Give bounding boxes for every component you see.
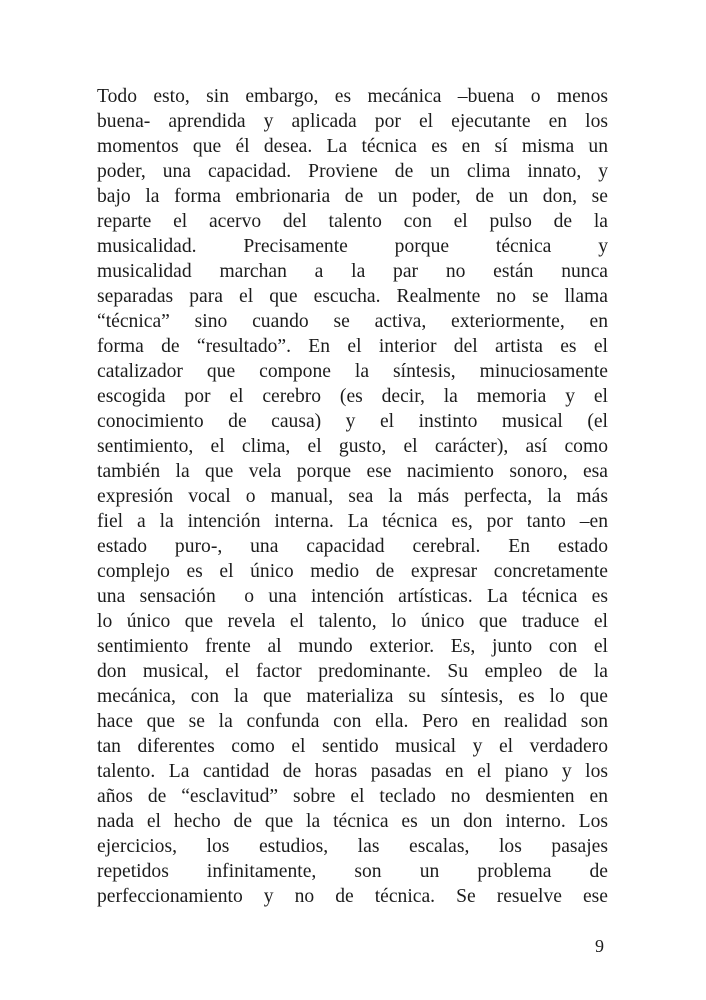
text-line: sentimiento, el clima, el gusto, el carácter), así como <box>97 436 608 457</box>
text-line: conocimiento de causa) y el instinto musical (el <box>97 411 608 432</box>
text-line: también la que vela porque ese nacimiento sonoro, esa <box>97 461 608 482</box>
text-line: perfeccionamiento y no de técnica. Se resuelve ese <box>97 886 608 907</box>
text-line: musicalidad marchan a la par no están nunca <box>97 261 608 282</box>
body-text-block <box>97 84 608 909</box>
text-line: forma de “resultado”. En el interior del artista es el <box>97 336 608 357</box>
page-number: 9 <box>595 936 604 956</box>
text-line: mecánica, con la que materializa su síntesis, es lo que <box>97 686 608 707</box>
text-line: buena- aprendida y aplicada por el ejecutante en los <box>97 111 608 132</box>
text-line: estado puro-, una capacidad cerebral. En estado <box>97 536 608 557</box>
text-line: años de “esclavitud” sobre el teclado no desmienten en <box>97 786 608 807</box>
text-line: nada el hecho de que la técnica es un don interno. Los <box>97 811 608 832</box>
text-line: repetidos infinitamente, son un problema de <box>97 861 608 882</box>
text-line: Todo esto, sin embargo, es mecánica –buena o menos <box>97 86 608 107</box>
text-line: hace que se la confunda con ella. Pero en realidad son <box>97 711 608 732</box>
text-line: reparte el acervo del talento con el pulso de la <box>97 211 608 232</box>
text-line: ejercicios, los estudios, las escalas, los pasajes <box>97 836 608 857</box>
text-line: poder, una capacidad. Proviene de un clima innato, y <box>97 161 608 182</box>
text-line: escogida por el cerebro (es decir, la memoria y el <box>97 386 608 407</box>
text-line: catalizador que compone la síntesis, minuciosamente <box>97 361 608 382</box>
text-line: sentimiento frente al mundo exterior. Es, junto con el <box>97 636 608 657</box>
text-line: don musical, el factor predominante. Su empleo de la <box>97 661 608 682</box>
text-line: momentos que él desea. La técnica es en sí misma un <box>97 136 608 157</box>
text-line: una sensación o una intención artísticas. La técnica es <box>97 586 608 607</box>
text-line: musicalidad. Precisamente porque técnica y <box>97 236 608 257</box>
text-line: tan diferentes como el sentido musical y el verdadero <box>97 736 608 757</box>
text-line: expresión vocal o manual, sea la más perfecta, la más <box>97 486 608 507</box>
text-line: complejo es el único medio de expresar concretamente <box>97 561 608 582</box>
text-line: separadas para el que escucha. Realmente no se llama <box>97 286 608 307</box>
text-line: talento. La cantidad de horas pasadas en el piano y los <box>97 761 608 782</box>
text-line: lo único que revela el talento, lo único que traduce el <box>97 611 608 632</box>
text-line: bajo la forma embrionaria de un poder, de un don, se <box>97 186 608 207</box>
text-line: fiel a la intención interna. La técnica es, por tanto –en <box>97 511 608 532</box>
text-line: “técnica” sino cuando se activa, exteriormente, en <box>97 311 608 332</box>
